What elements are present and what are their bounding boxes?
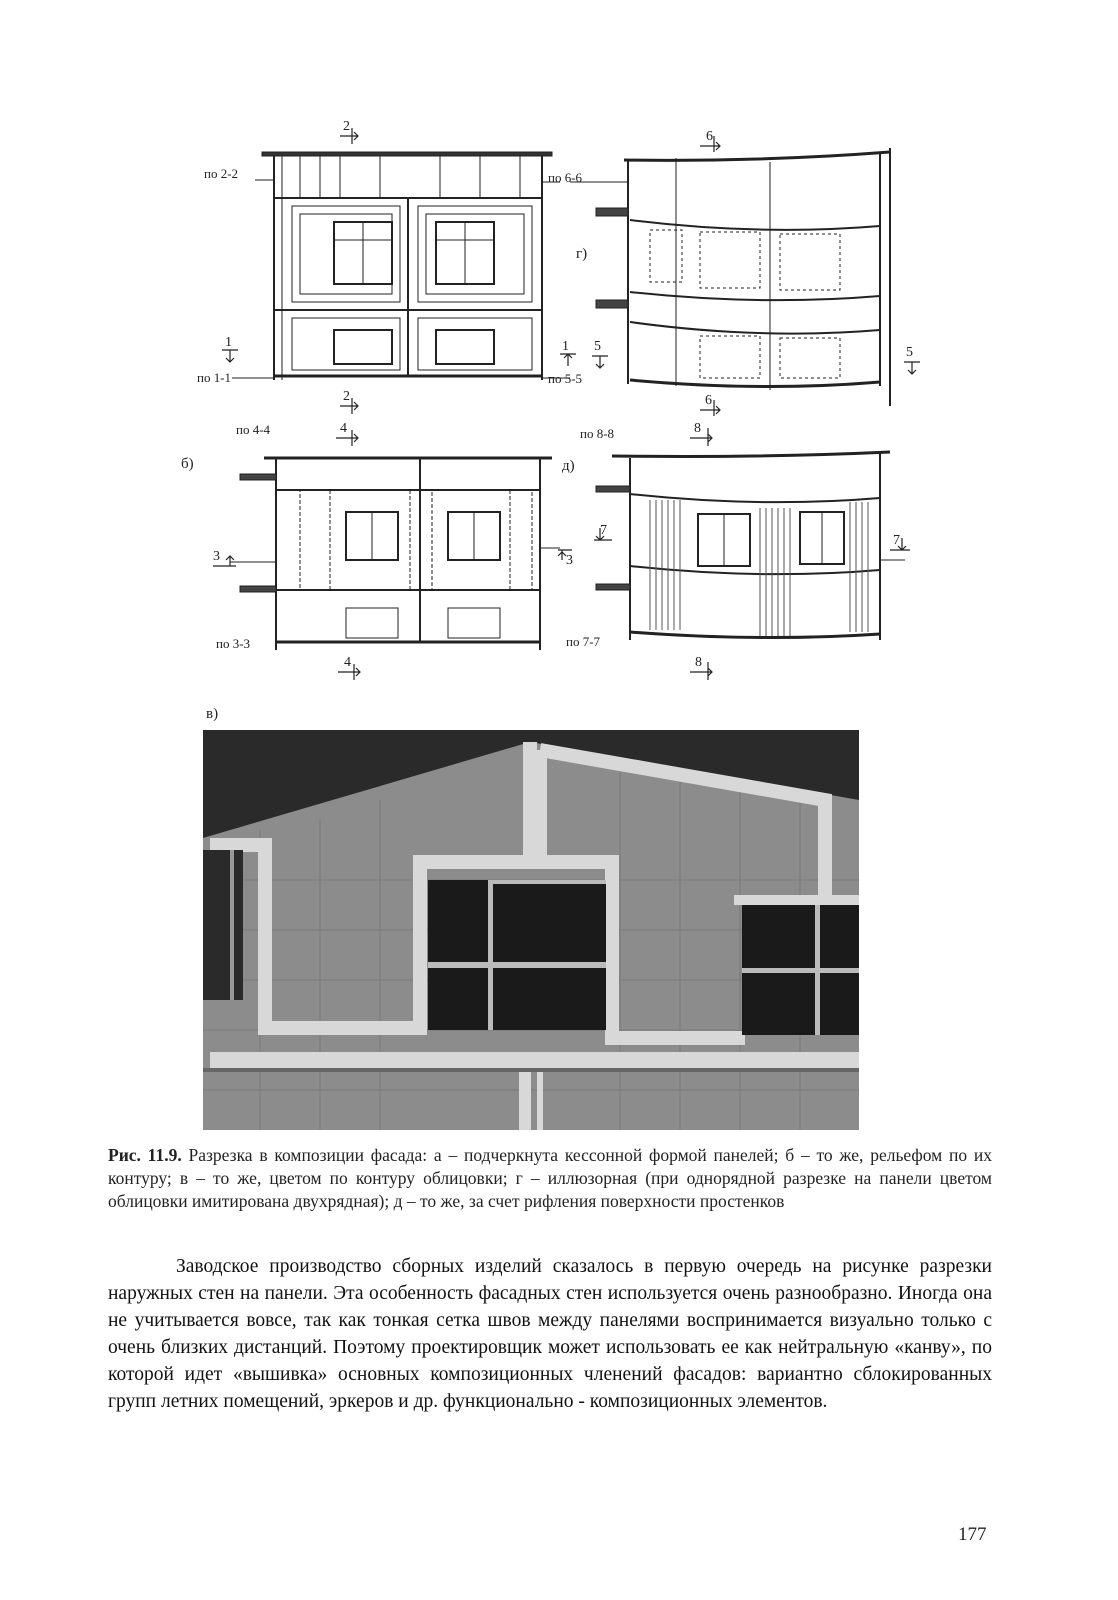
mark-3-right: 3 [566, 553, 573, 568]
mark-5-left: 5 [594, 339, 601, 354]
label-po-6-6: по 6-6 [548, 170, 583, 185]
drawing-a [232, 152, 570, 380]
mark-1-right: 1 [562, 339, 569, 354]
mark-7-left: 7 [600, 523, 607, 538]
caption-label: Рис. 11.9. [108, 1145, 182, 1165]
label-v: в) [206, 706, 219, 722]
label-g: г) [576, 246, 588, 262]
drawing-d [596, 452, 905, 640]
photo-v [203, 730, 859, 1130]
mark-7-right: 7 [893, 533, 900, 548]
page-number: 177 [958, 1524, 987, 1545]
mark-4-bottom: 4 [344, 655, 351, 670]
label-po-5-5: по 5-5 [548, 371, 583, 386]
mark-8-top: 8 [694, 421, 701, 436]
drawing-g [570, 148, 890, 406]
label-d: д) [562, 458, 575, 474]
caption-text: Разрезка в композиции фасада: а – подчеркнута кессонной формой панелей; б – то же, рельефом по их контуру; в – то же, цветом по контуру облицовки; г – иллюзорная (при однорядной разрезке на панели цветом облицовки имитирована двухрядная); д – то же, за счет рифления поверхности простенков [108, 1145, 993, 1211]
mark-2-top: 2 [343, 119, 350, 134]
label-po-1-1: по 1-1 [197, 370, 232, 385]
mark-6-top: 6 [706, 129, 713, 144]
label-po-3-3: по 3-3 [216, 636, 251, 651]
mark-8-bottom: 8 [695, 655, 702, 670]
mark-2-bottom: 2 [343, 389, 350, 404]
label-po-4-4: по 4-4 [236, 422, 271, 437]
drawing-b [230, 458, 560, 650]
mark-5-right: 5 [906, 345, 913, 360]
mark-3-left: 3 [213, 549, 220, 564]
label-po-8-8: по 8-8 [580, 426, 615, 441]
label-po-2-2: по 2-2 [204, 166, 239, 181]
mark-1-left: 1 [225, 335, 232, 350]
body-paragraph: Заводское производство сборных изделий сказалось в первую очередь на рисунке разрезки наружных стен на панели. Эта особенность фасадных стен используется очень разнообразно. Иногда она не учитывается вовсе, так как тонкая сетка швов между панелями воспринимается визуально только с очень близких дистанций. Поэтому проектировщик может использовать ее как нейтральную «канву», по которой идет «вышивка» основных композиционных членений фасадов: вариантно сблокированных групп летних помещений, эркеров и др. функционально - композиционных элементов. [108, 1256, 992, 1412]
mark-4-top: 4 [340, 421, 347, 436]
figure-caption [108, 1144, 992, 1213]
label-po-7-7: по 7-7 [566, 634, 601, 649]
label-b: б) [181, 456, 194, 472]
mark-6-bottom: 6 [705, 393, 712, 408]
